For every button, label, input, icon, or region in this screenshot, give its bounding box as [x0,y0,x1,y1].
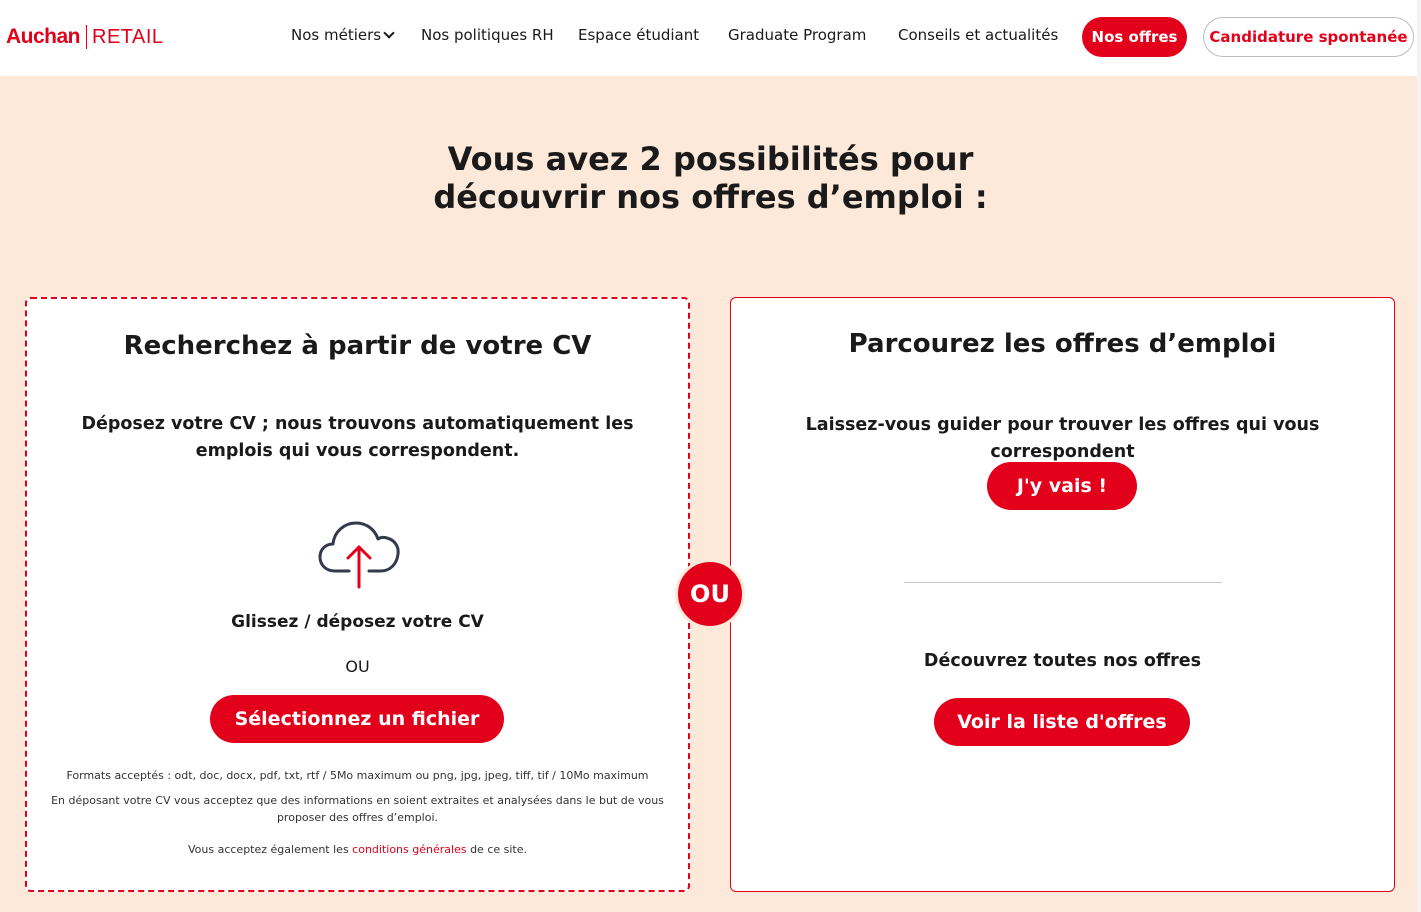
nav-item-politiques-rh[interactable]: Nos politiques RH [421,26,554,44]
terms-prefix: Vous acceptez également les [188,843,353,856]
candidature-spontanee-button[interactable]: Candidature spontanée [1203,17,1414,57]
terms-text [27,841,688,858]
auchan-retail-logo[interactable] [6,22,164,52]
site-header [0,0,1421,76]
nav-item-metiers[interactable] [291,26,393,44]
page-title-line2: découvrir nos offres d’emploi : [433,178,988,216]
cv-card-subtitle: Déposez votre CV ; nous trouvons automatiquement les emplois qui vous correspondent. [81,414,634,461]
consent-text: En déposant votre CV vous acceptez que des informations en soient extraites et analysées dans le but de vous proposer des offres d’emploi. [51,794,664,824]
browse-card-title: Parcourez les offres d’emploi [848,329,1277,359]
logo-brand: Auchan [6,25,81,48]
page-title [0,140,1421,216]
browse-card-subtitle: Laissez-vous guider pour trouver les offres qui vous correspondent [805,415,1320,462]
page-scrollbar[interactable] [1417,0,1421,912]
nos-offres-button[interactable]: Nos offres [1082,17,1187,57]
or-separator-badge: OU [675,559,745,629]
nav-item-espace-etudiant[interactable]: Espace étudiant [578,26,700,44]
cv-upload-card[interactable] [25,297,690,892]
chevron-down-icon [383,27,394,38]
page-title-line1: Vous avez 2 possibilités pour [447,140,974,178]
browse-offers-card [730,297,1395,892]
drop-cv-label: Glissez / déposez votre CV [231,612,484,632]
logo-suffix: RETAIL [92,25,164,48]
divider [904,582,1222,583]
logo-separator [86,25,87,49]
accepted-formats-text: Formats acceptés : odt, doc, docx, pdf, txt, rtf / 5Mo maximum ou png, jpg, jpeg, tiff, tif / 10Mo maximum [66,769,649,782]
terms-suffix: de ce site. [466,843,527,856]
nav-item-conseils-actualites[interactable]: Conseils et actualités [898,26,1059,44]
select-file-button[interactable]: Sélectionnez un fichier [210,695,504,743]
nav-item-graduate-program[interactable]: Graduate Program [728,26,867,44]
jy-vais-button[interactable]: J'y vais ! [987,462,1137,510]
all-offers-label: Découvrez toutes nos offres [923,651,1202,671]
terms-link[interactable]: conditions générales [352,843,467,856]
nav-item-label: Nos métiers [291,26,382,44]
cloud-upload-icon[interactable] [317,517,401,589]
view-offers-list-button[interactable]: Voir la liste d'offres [934,698,1190,746]
or-text: OU [345,657,370,676]
cv-card-title: Recherchez à partir de votre CV [123,331,592,361]
